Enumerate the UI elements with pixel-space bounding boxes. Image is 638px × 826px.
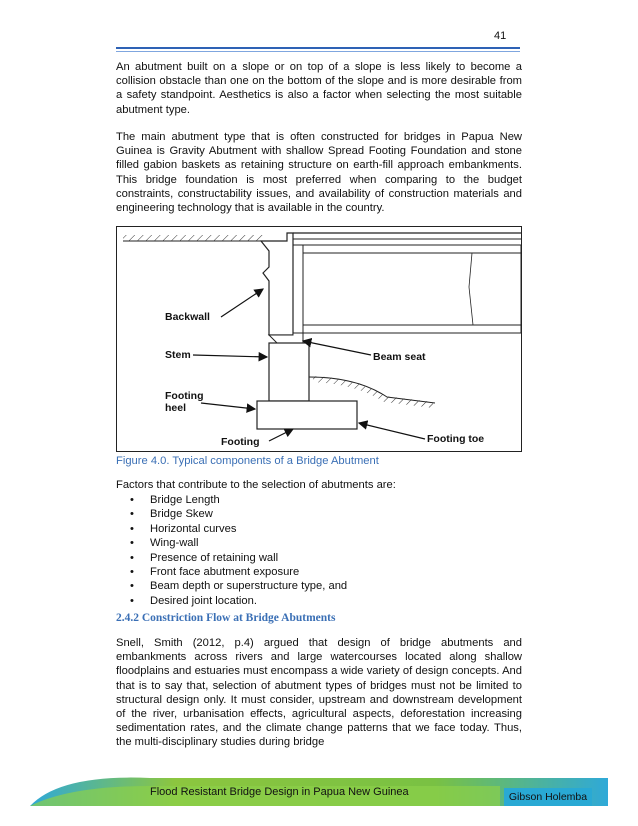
paragraph-main-abutment: The main abutment type that is often constructed for bridges in Papua New Guinea is Gravity Abutment with shallow Spread Footing Foundation and stone filled gabion baskets as retaining structure on earth-fill approach embankments. This bridge foundation is most preferred when comparing to the budget constraints, constructability issues, and availability of construction materials and engineering technology that is available in the country. (116, 131, 522, 215)
abutment-diagram (117, 227, 523, 453)
header-rule (116, 47, 520, 53)
bullet-icon: • (130, 494, 134, 506)
bullet-icon: • (130, 594, 134, 607)
list-item: • Presence of retaining wall (130, 551, 279, 564)
list-item: • Wing-wall (130, 537, 199, 550)
label-footing: Footing (221, 436, 260, 448)
list-item: • Beam depth or superstructure type, and (130, 580, 348, 593)
list-item: • Front face abutment exposure (130, 566, 300, 579)
label-stem: Stem (165, 349, 191, 361)
footing (257, 401, 357, 429)
bullet-icon: • (130, 537, 134, 550)
label-beam-seat: Beam seat (373, 351, 426, 363)
paragraph-constriction: Snell, Smith (2012, p.4) argued that design of bridge abutments and embankments across rivers and large watercourses located along shallow floodplains and estuaries must encompass a wide variety of design concepts. And that is to say that, selection of abutment types of bridges must not be limited to structural design only. It must consider, upstream and downstream development of the river, urbanisation effects, agricultural aspects, deforestation increasing sedimentation rates, and the climate change patterns that we face today. Thus, the multi-disciplinary studies during bridge (116, 637, 522, 749)
figure-caption: Figure 4.0. Typical components of a Bridge Abutment (116, 455, 379, 467)
label-footing-heel-1: Footing (165, 390, 204, 402)
bullet-icon: • (130, 551, 134, 564)
list-item: • Bridge Skew (130, 508, 213, 521)
label-backwall: Backwall (165, 311, 210, 323)
backwall (261, 233, 293, 335)
bullet-icon: • (130, 580, 134, 593)
factors-intro: Factors that contribute to the selection of abutments are: (116, 479, 396, 491)
factors-list (130, 493, 347, 608)
bullet-icon: • (130, 566, 134, 579)
label-footing-heel-2: heel (165, 402, 187, 414)
section-heading: 2.4.2 Constriction Flow at Bridge Abutments (116, 612, 336, 624)
footer-author: Gibson Holemba (504, 788, 592, 806)
paragraph-slope: An abutment built on a slope or on top of a slope is less likely to become a collision obstacle than one on the bottom of the slope and is more desirable from a safety standpoint. Aesthetics is also a factor when selecting the most suitable abutment type. (116, 61, 522, 116)
bullet-icon: • (130, 508, 134, 521)
bullet-icon: • (130, 522, 134, 535)
page-number: 41 (494, 30, 507, 42)
stem (269, 343, 309, 401)
list-item: • Bridge Length (130, 494, 220, 506)
footer-title: Flood Resistant Bridge Design in Papua New Guinea (150, 786, 409, 798)
list-item: • Desired joint location. (130, 594, 257, 607)
label-footing-toe: Footing toe (427, 433, 485, 445)
list-item: • Horizontal curves (130, 522, 237, 535)
abutment-figure (116, 226, 522, 452)
ground-hatch-top (123, 235, 263, 241)
girder (303, 245, 521, 333)
